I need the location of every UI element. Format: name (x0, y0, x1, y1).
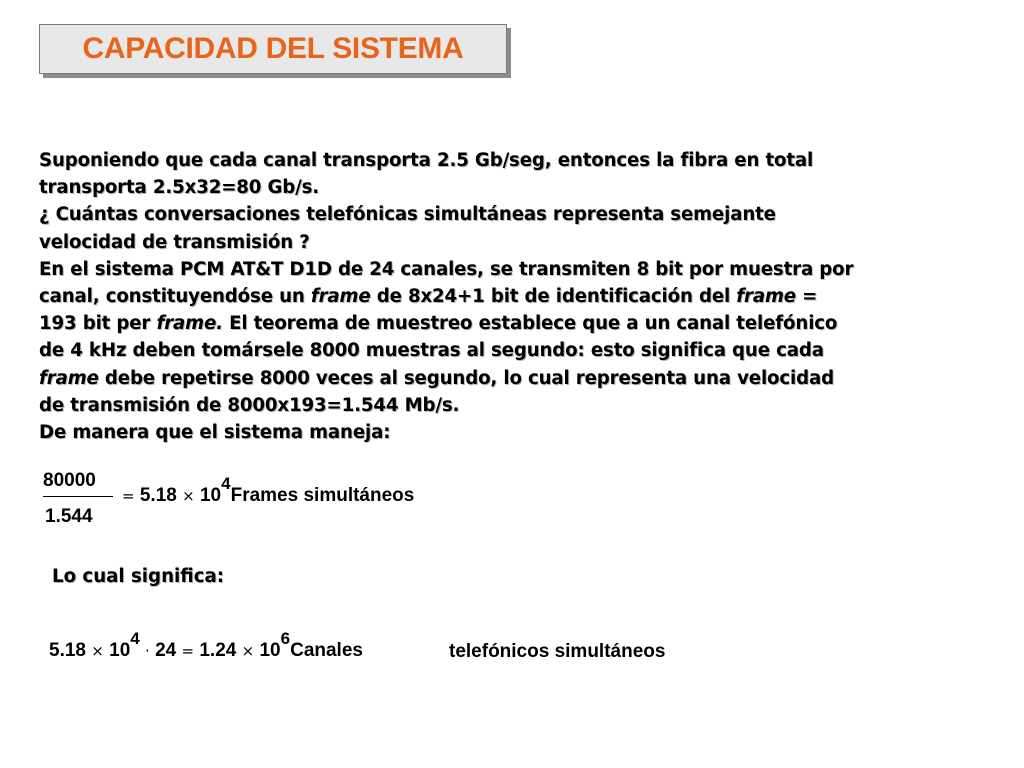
equals-sign: = (122, 487, 135, 505)
equation2-unit: Canales (290, 640, 363, 661)
power-exponent: 4 (221, 474, 231, 493)
italic-term: frame. (156, 313, 223, 335)
text-run: de 8x24+1 bit de identificación del (370, 286, 737, 308)
italic-term: frame (736, 286, 796, 308)
text-line: En el sistema PCM AT&T D1D de 24 canales, se transmiten 8 bit por muestra por (39, 258, 854, 280)
text-line: Suponiendo que cada canal transporta 2.5 Gb/seg, entonces la fibra en total (39, 150, 814, 171)
text-line (39, 365, 999, 392)
text-line (39, 310, 999, 337)
factor: 24 (155, 640, 177, 661)
power-base: 10 (259, 640, 281, 661)
equation2-tail: telefónicos simultáneos (449, 641, 666, 662)
text-run: 193 bit per (39, 313, 157, 335)
mantissa: 5.18 (49, 640, 86, 661)
dot-operator: · (145, 642, 150, 660)
power-exponent: 4 (130, 629, 140, 648)
power-base: 10 (199, 485, 222, 506)
slide-body-paragraph (39, 147, 999, 446)
slide-title-box (39, 24, 507, 74)
text-line (39, 283, 999, 310)
times-sign: × (241, 642, 255, 660)
text-line: de 4 kHz deben tomársele 8000 muestras al segundo: esto significa que cada (39, 340, 824, 362)
text-run: = (795, 286, 818, 308)
power-base: 10 (109, 640, 131, 661)
italic-term: frame (39, 367, 99, 389)
mantissa: 5.18 (139, 485, 177, 506)
text-run: debe repetirse 8000 veces al segundo, lo cual representa una velocidad (98, 367, 834, 389)
subheading: Lo cual significa: (52, 566, 225, 587)
text-line: transporta 2.5x32=80 Gb/s. (39, 177, 320, 199)
slide-title: CAPACIDAD DEL SISTEMA (82, 32, 464, 65)
text-line: velocidad de transmisión ? (39, 231, 310, 253)
text-line: De manera que el sistema maneja: (39, 422, 391, 444)
text-run: El teorema de muestreo establece que a un canal telefónico (222, 313, 838, 335)
equation2 (49, 629, 363, 662)
times-sign: × (182, 487, 195, 505)
text-line: ¿ Cuántas conversaciones telefónicas simultáneas representa semejante (39, 204, 776, 226)
equation1-rhs (122, 474, 415, 507)
italic-term: frame (310, 286, 371, 308)
fraction-denominator: 1.544 (45, 506, 93, 527)
result: 1.24 (199, 640, 237, 661)
text-line: de transmisión de 8000x193=1.544 Mb/s. (39, 394, 460, 416)
times-sign: × (91, 642, 104, 660)
power-exponent: 6 (280, 629, 291, 648)
equation1-unit: Frames simultáneos (230, 485, 415, 506)
fraction-numerator: 80000 (43, 470, 96, 491)
text-run: canal, constituyendóse un (39, 286, 311, 308)
equals-sign: = (181, 642, 195, 660)
fraction-bar (43, 496, 113, 497)
